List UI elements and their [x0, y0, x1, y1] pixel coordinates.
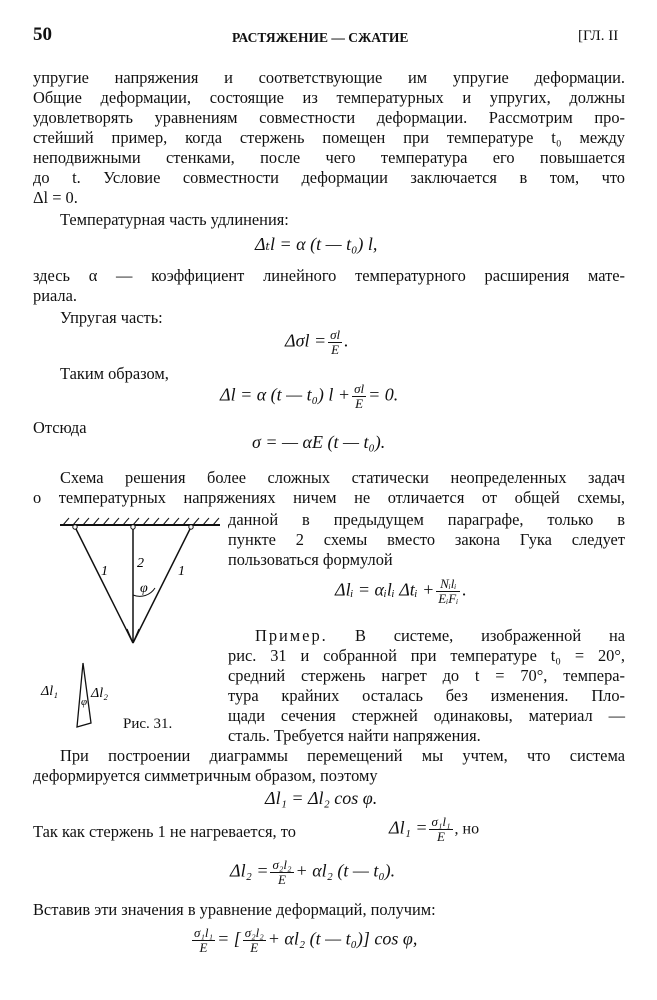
- eq-hooke-den: EᵢFᵢ: [438, 591, 459, 606]
- eq-hooke-lhs: Δlᵢ = αᵢlᵢ Δtᵢ +: [335, 579, 435, 600]
- eq-elastic: [285, 328, 349, 357]
- eq-since-den: E: [437, 829, 445, 844]
- chapter-label: [ГЛ. II: [578, 28, 619, 44]
- figure-31: [41, 515, 225, 730]
- para1-line-1: Общие деформации, состоящие из температурных и упругих, должны: [33, 88, 625, 107]
- eq-hooke-num: Nᵢlᵢ: [436, 577, 460, 592]
- eq-since: [389, 815, 479, 844]
- example-word: Пример.: [255, 626, 328, 645]
- eq-temperature: Δₜl = α (t — t₀) l,: [255, 234, 378, 254]
- para1-line-6: Δl = 0.: [33, 188, 78, 207]
- para2-line-0: Схема решения более сложных статически неопределенных задач: [60, 468, 625, 487]
- eq-elastic-num: σl: [330, 327, 341, 342]
- eq-sum-lhs: Δl = α (t — t₀) l +: [220, 384, 351, 405]
- eq-since-lhs: Δl₁ =: [389, 817, 428, 838]
- figure-caption: Рис. 31.: [123, 716, 173, 732]
- eq-l2-den: E: [278, 872, 286, 887]
- eq-l2-tail: + αl₂ (t — t₀).: [295, 860, 396, 881]
- triangle-angle-label: φ: [81, 696, 88, 708]
- eq-sum-den: E: [355, 396, 364, 411]
- wrap-line-0: данной в предыдущем параграфе, только в: [228, 510, 625, 529]
- rod-left-label: 1: [101, 564, 108, 579]
- eq-l2-lhs: Δl₂ =: [230, 860, 269, 881]
- eq-final-mid: = [: [217, 928, 241, 949]
- rod-middle-label: 2: [137, 556, 144, 571]
- eq-final-fraction-2: [243, 926, 266, 955]
- example-line-5: сталь. Требуется найти напряжения.: [228, 726, 481, 745]
- para1-line-3: стейший пример, когда стержень помещен при температуре t₀ между: [33, 128, 625, 147]
- eq-final: [190, 926, 417, 955]
- eq-final-num1: σ₁l₁: [194, 925, 214, 940]
- para3-line-1: деформируется симметричным образом, поэтому: [33, 766, 378, 785]
- since-text: Так как стержень 1 не нагревается, то: [33, 822, 296, 841]
- para2-line-1: о температурных напряжениях ничем не отличается от общей схемы,: [33, 488, 625, 507]
- hinge-left: [73, 525, 77, 529]
- hinge-middle: [131, 525, 135, 529]
- eq-sum-fraction: [352, 382, 366, 411]
- eq-final-den1: E: [199, 940, 208, 955]
- eq-sum-tail: = 0.: [368, 384, 399, 405]
- eq-hooke: [335, 577, 467, 606]
- example-line-3: тура крайних осталась без изменения. Пло-: [228, 686, 625, 705]
- example-line-2: средний стержень нагрет до t = 70°, темпера-: [228, 666, 625, 685]
- eq-l2: [230, 858, 395, 887]
- thus-label: Таким образом,: [60, 364, 169, 383]
- eq-final-num2: σ₂l₂: [244, 925, 264, 940]
- rod-right-label: 1: [178, 564, 185, 579]
- eq-since-tail: , но: [454, 820, 480, 838]
- example-line-1: рис. 31 и собранной при температуре t₀ = 20°,: [228, 646, 625, 665]
- eq-elastic-tail: .: [344, 330, 349, 351]
- eq-l2-num: σ₂l₂: [272, 857, 292, 872]
- eq-l2-fraction: [270, 858, 293, 887]
- example-line-0: В системе, изображенной на: [355, 626, 625, 645]
- triangle-right-label: Δl₂: [91, 686, 108, 701]
- eq-final-fraction-1: [192, 926, 215, 955]
- rod-left: [75, 527, 133, 643]
- eq-elastic-lhs: Δσl =: [285, 330, 327, 351]
- hence-label: Отсюда: [33, 418, 87, 437]
- para1-line-5: до t. Условие совместности деформации заключается в том, что: [33, 168, 625, 187]
- wrap-line-1: пункте 2 схемы вместо закона Гука следует: [228, 530, 625, 549]
- eq-sum-num: σl: [354, 381, 365, 396]
- eq-sigma: σ = — αE (t — t₀).: [252, 432, 386, 452]
- eq-since-num: σ₁l₁: [431, 814, 451, 829]
- elastic-label: Упругая часть:: [60, 308, 163, 327]
- eq-elastic-fraction: [328, 328, 342, 357]
- alpha-line-1: здесь α — коэффициент линейного температурного расширения мате-: [33, 266, 625, 285]
- substitute-label: Вставив эти значения в уравнение деформаций, получим:: [33, 900, 436, 919]
- page-number: 50: [33, 24, 52, 45]
- eq-hooke-fraction: [436, 577, 460, 606]
- eq-final-tail: + αl₂ (t — t₀)] cos φ,: [267, 928, 418, 949]
- temp-part-label: Температурная часть удлинения:: [60, 210, 289, 229]
- para3-line-0: При построении диаграммы перемещений мы учтем, что система: [60, 746, 625, 765]
- eq-hooke-tail: .: [462, 579, 467, 600]
- example-line-4: щади сечения стержней одинаковы, материал —: [228, 706, 625, 725]
- alpha-line-2: риала.: [33, 286, 77, 305]
- eq-sum: [220, 382, 398, 411]
- eq-final-den2: E: [250, 940, 259, 955]
- hinge-right: [189, 525, 193, 529]
- eq-since-fraction: [429, 815, 452, 844]
- wrap-line-2: пользоваться формулой: [228, 550, 393, 569]
- eq-elastic-den: E: [331, 342, 340, 357]
- para1-line-4: неподвижными стенками, после чего температура его повышается: [33, 148, 625, 167]
- para1-line-2: удовлетворять уравнениям совместности деформации. Рассмотрим про-: [33, 108, 625, 127]
- para1-line-0: упругие напряжения и соответствующие им упругие деформации.: [33, 68, 625, 87]
- ceiling-support: [60, 518, 220, 525]
- eq-displacement: Δl₁ = Δl₂ cos φ.: [265, 788, 378, 808]
- running-title: РАСТЯЖЕНИЕ — СЖАТИЕ: [232, 30, 409, 45]
- triangle-left-label: Δl₁: [41, 684, 58, 699]
- angle-label: φ: [140, 581, 148, 596]
- displacement-triangle: [77, 663, 91, 727]
